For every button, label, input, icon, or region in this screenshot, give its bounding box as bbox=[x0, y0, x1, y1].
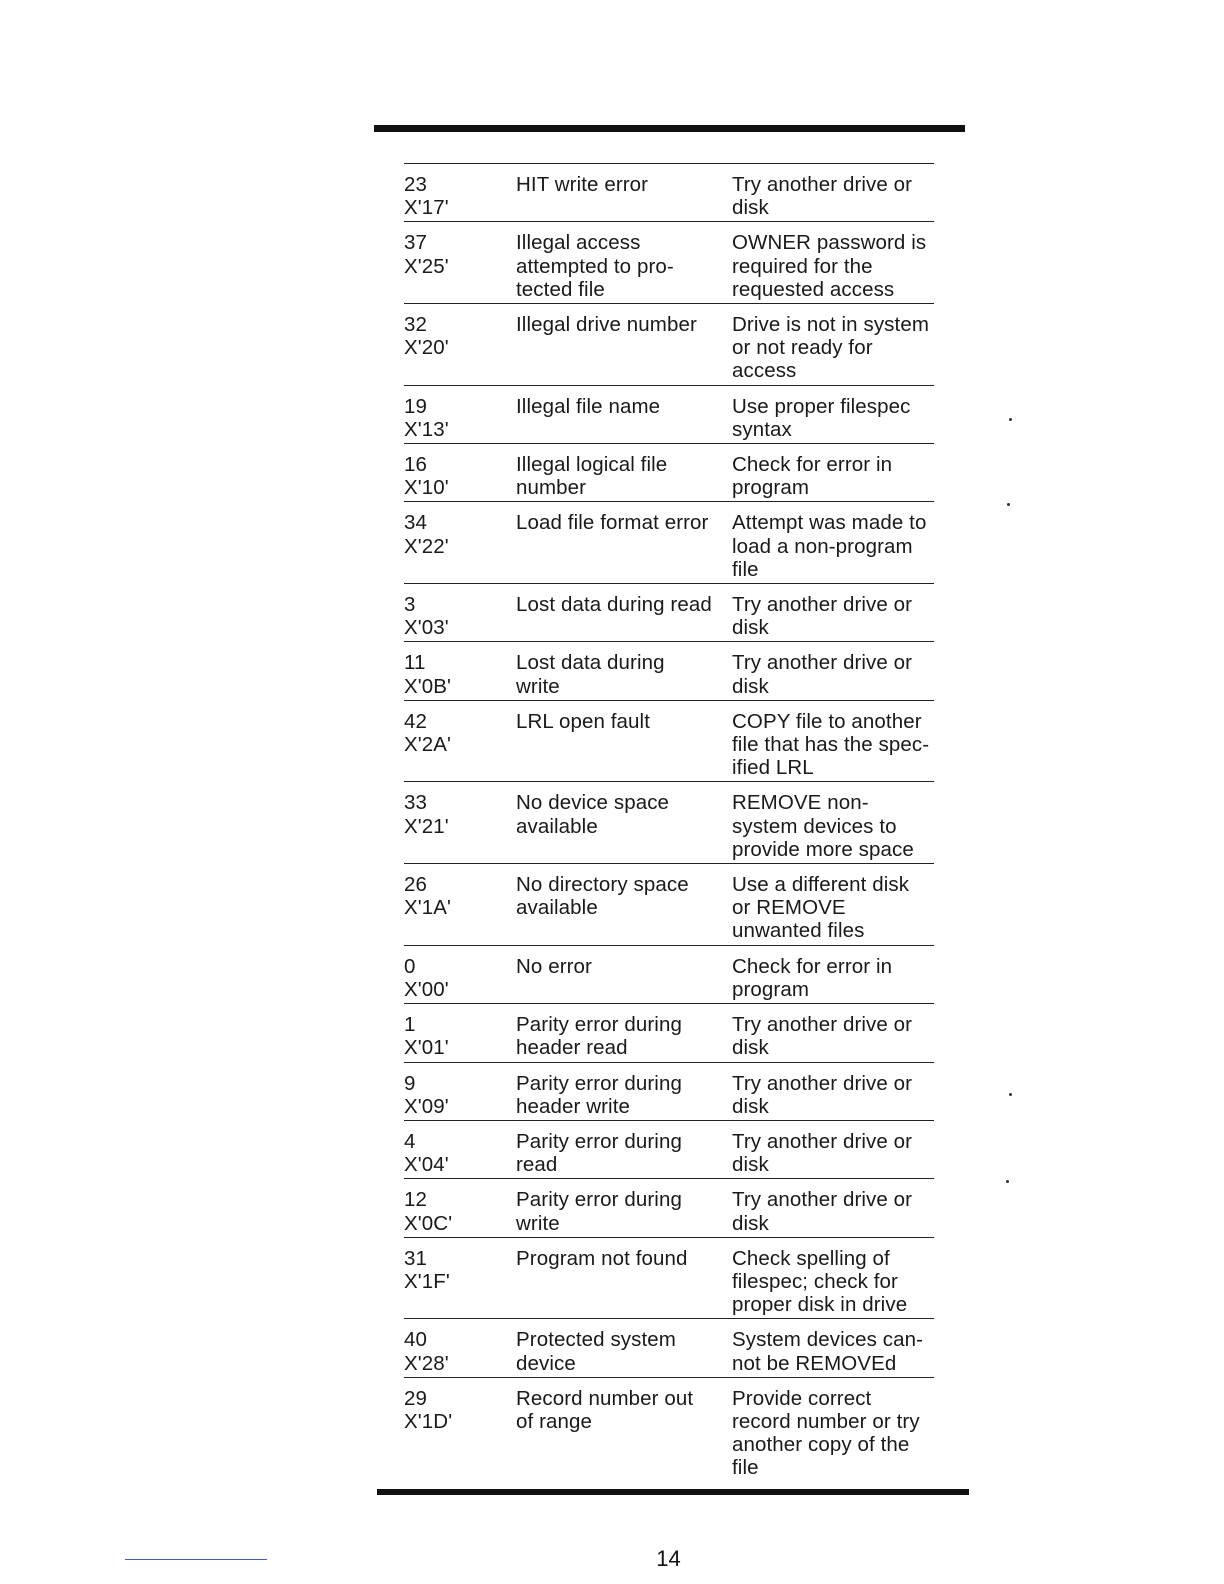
table-row bbox=[404, 584, 934, 642]
error-message: LRL open fault bbox=[516, 709, 650, 733]
error-code: 11 X'0B' bbox=[404, 651, 452, 698]
error-message: Illegal access attempted to pro- tected file bbox=[516, 231, 674, 301]
error-code: 3 X'03' bbox=[404, 593, 449, 640]
scan-speck bbox=[1009, 1093, 1012, 1096]
bottom-rule bbox=[377, 1489, 969, 1495]
error-action: Use a different disk or REMOVE unwanted files bbox=[732, 873, 910, 943]
error-code: 32 X'20' bbox=[404, 313, 449, 360]
error-message: No error bbox=[516, 954, 592, 978]
error-code: 29 X'1D' bbox=[404, 1386, 453, 1433]
error-action: Try another drive or disk bbox=[732, 1188, 913, 1235]
error-message: Illegal logical file number bbox=[516, 453, 668, 500]
scan-speck bbox=[1007, 503, 1010, 506]
error-action: Drive is not in system or not ready for access bbox=[732, 313, 929, 383]
error-message: Protected system device bbox=[516, 1328, 676, 1375]
error-message: Program not found bbox=[516, 1246, 688, 1270]
error-message: Record number out of range bbox=[516, 1386, 694, 1433]
error-code: 33 X'21' bbox=[404, 791, 449, 838]
error-code: 0 X'00' bbox=[404, 954, 449, 1001]
table-row bbox=[404, 701, 934, 783]
error-message: Parity error during read bbox=[516, 1129, 682, 1177]
error-message: No directory space available bbox=[516, 873, 689, 920]
error-action: Check for error in program bbox=[732, 954, 893, 1001]
table-row bbox=[404, 1004, 934, 1062]
error-code: 31 X'1F' bbox=[404, 1246, 450, 1293]
error-code: 40 X'28' bbox=[404, 1328, 449, 1375]
table-row bbox=[404, 1378, 934, 1482]
error-action: REMOVE non- system devices to provide more space bbox=[732, 791, 914, 861]
error-code: 23 X'17' bbox=[404, 173, 449, 220]
error-action: Try another drive or disk bbox=[732, 651, 913, 698]
error-message: No device space available bbox=[516, 791, 670, 838]
error-action: Provide correct record number or try another copy of the file bbox=[732, 1386, 920, 1480]
table-row bbox=[404, 304, 934, 386]
error-code: 1 X'01' bbox=[404, 1013, 449, 1060]
error-message: Load file format error bbox=[516, 511, 709, 535]
error-message: Parity error during header write bbox=[516, 1071, 682, 1118]
error-message: Illegal file name bbox=[516, 394, 661, 418]
error-action: Try another drive or disk bbox=[732, 173, 913, 220]
table-row bbox=[404, 1179, 934, 1237]
scan-speck bbox=[1006, 1180, 1009, 1183]
top-rule bbox=[374, 125, 965, 132]
error-message: Parity error during header read bbox=[516, 1013, 682, 1060]
error-message: Lost data during read bbox=[516, 593, 712, 617]
error-action: COPY file to another file that has the spec- ified LRL bbox=[732, 709, 930, 780]
table-row bbox=[404, 864, 934, 946]
error-action: Try another drive or disk bbox=[732, 1071, 913, 1118]
table-row bbox=[404, 164, 934, 222]
error-code: 4 X'04' bbox=[404, 1129, 449, 1177]
table-row bbox=[404, 642, 934, 700]
error-code: 37 X'25' bbox=[404, 231, 449, 278]
error-action: Check spelling of filespec; check for proper disk in drive bbox=[732, 1246, 908, 1317]
table-row bbox=[404, 1063, 934, 1121]
table-row bbox=[404, 1238, 934, 1320]
table-row bbox=[404, 444, 934, 502]
error-action: Try another drive or disk bbox=[732, 593, 913, 640]
page-number: 14 bbox=[656, 1546, 681, 1571]
error-action: System devices can- not be REMOVEd bbox=[732, 1328, 924, 1375]
error-code: 34 X'22' bbox=[404, 511, 449, 558]
table-row bbox=[404, 1319, 934, 1377]
error-action: Attempt was made to load a non-program file bbox=[732, 511, 927, 581]
error-message: Parity error during write bbox=[516, 1188, 682, 1235]
error-code-table bbox=[404, 163, 934, 1482]
table-row bbox=[404, 946, 934, 1004]
error-code: 26 X'1A' bbox=[404, 873, 452, 920]
table-row bbox=[404, 782, 934, 864]
error-action: Use proper filespec syntax bbox=[732, 394, 911, 441]
error-action: OWNER password is required for the requested access bbox=[732, 231, 927, 301]
table-row bbox=[404, 1121, 934, 1179]
table-row bbox=[404, 386, 934, 444]
error-message: Illegal drive number bbox=[516, 313, 697, 337]
error-code: 16 X'10' bbox=[404, 453, 449, 500]
error-action: Try another drive or disk bbox=[732, 1013, 913, 1060]
error-action: Check for error in program bbox=[732, 453, 893, 500]
error-code: 9 X'09' bbox=[404, 1071, 449, 1118]
error-message: Lost data during write bbox=[516, 651, 665, 698]
error-code: 42 X'2A' bbox=[404, 709, 452, 757]
error-code: 12 X'0C' bbox=[404, 1188, 453, 1235]
scan-speck bbox=[1009, 418, 1012, 421]
table-row bbox=[404, 502, 934, 584]
error-action: Try another drive or disk bbox=[732, 1129, 913, 1177]
error-code: 19 X'13' bbox=[404, 394, 449, 441]
error-message: HIT write error bbox=[516, 173, 649, 196]
table-row bbox=[404, 222, 934, 304]
